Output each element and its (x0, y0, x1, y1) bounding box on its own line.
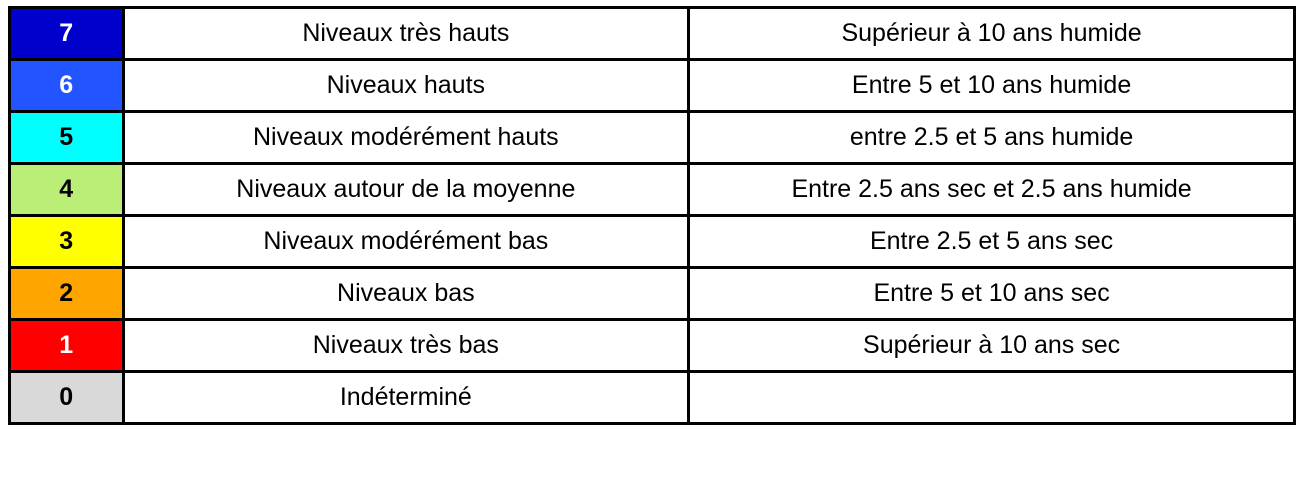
level-label-cell: Niveaux modérément hauts (123, 112, 689, 164)
table-row (10, 112, 1295, 164)
level-label-cell: Niveaux hauts (123, 60, 689, 112)
level-color-cell: 3 (10, 216, 124, 268)
legend-table-body (10, 8, 1295, 424)
level-color-cell: 6 (10, 60, 124, 112)
level-color-cell: 1 (10, 320, 124, 372)
level-color-cell: 7 (10, 8, 124, 60)
level-color-cell: 4 (10, 164, 124, 216)
level-label-cell: Niveaux modérément bas (123, 216, 689, 268)
table-row (10, 372, 1295, 424)
return-period-cell (689, 372, 1295, 424)
level-label-cell: Niveaux bas (123, 268, 689, 320)
table-row (10, 60, 1295, 112)
table-row (10, 268, 1295, 320)
level-label-cell: Niveaux très bas (123, 320, 689, 372)
return-period-cell: Entre 5 et 10 ans sec (689, 268, 1295, 320)
return-period-cell: Entre 2.5 ans sec et 2.5 ans humide (689, 164, 1295, 216)
table-row (10, 320, 1295, 372)
return-period-cell: Entre 2.5 et 5 ans sec (689, 216, 1295, 268)
level-label-cell: Niveaux autour de la moyenne (123, 164, 689, 216)
level-color-cell: 0 (10, 372, 124, 424)
groundwater-level-legend-table (8, 6, 1296, 425)
table-row (10, 216, 1295, 268)
return-period-cell: Supérieur à 10 ans humide (689, 8, 1295, 60)
level-label-cell: Niveaux très hauts (123, 8, 689, 60)
return-period-cell: Supérieur à 10 ans sec (689, 320, 1295, 372)
table-row (10, 8, 1295, 60)
return-period-cell: Entre 5 et 10 ans humide (689, 60, 1295, 112)
return-period-cell: entre 2.5 et 5 ans humide (689, 112, 1295, 164)
level-label-cell: Indéterminé (123, 372, 689, 424)
table-row (10, 164, 1295, 216)
level-color-cell: 5 (10, 112, 124, 164)
level-color-cell: 2 (10, 268, 124, 320)
